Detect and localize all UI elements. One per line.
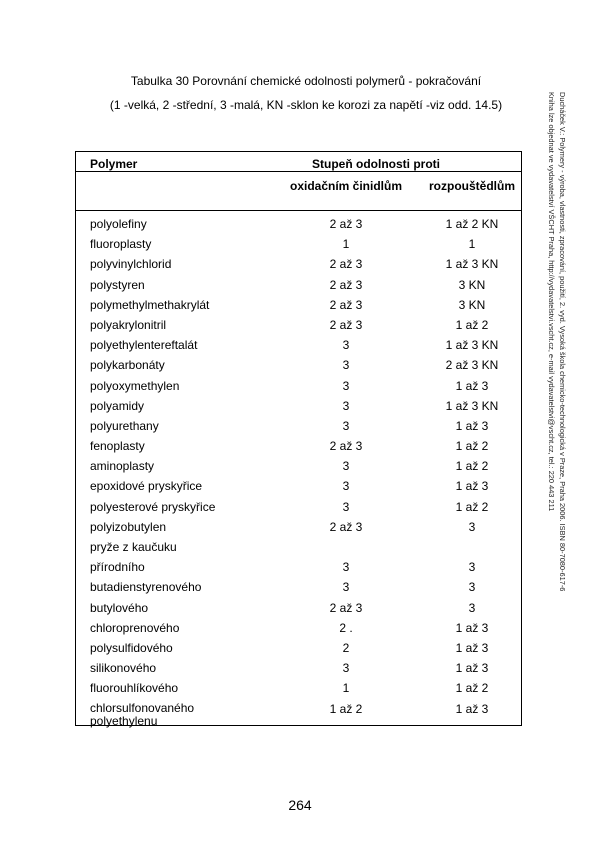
cell-polymer: fluorouhlíkového	[90, 681, 179, 696]
table-row	[76, 335, 521, 355]
cell-oxidizing: 3	[342, 479, 350, 494]
cell-solvents: 1 až 3	[455, 640, 489, 655]
header-oxidizing-agents: oxidačním činidlům	[289, 179, 403, 193]
cell-solvents: 1 až 3	[455, 661, 489, 676]
cell-oxidizing: 2 až 3	[329, 217, 363, 231]
cell-oxidizing: 2 až 3	[329, 297, 363, 312]
cell-oxidizing: 2	[342, 640, 350, 655]
cell-oxidizing: 2 až 3	[329, 519, 363, 534]
table-row	[76, 376, 521, 396]
cell-polymer: polyizobutylen	[90, 519, 167, 534]
cell-oxidizing: 3	[342, 338, 350, 353]
table-row	[76, 699, 521, 728]
cell-polymer: pryže z kaučuku	[90, 540, 177, 554]
table-row	[76, 396, 521, 416]
cell-solvents: 1 až 3	[455, 701, 489, 716]
table-row	[76, 234, 521, 254]
table-row	[76, 315, 521, 335]
cell-oxidizing: 3	[342, 378, 350, 393]
cell-polymer: polymethylmethakrylát	[90, 297, 210, 312]
table-body	[76, 214, 521, 728]
table-row	[76, 476, 521, 496]
cell-solvents: 1 až 3	[455, 620, 489, 635]
cell-oxidizing: 2 až 3	[329, 600, 363, 615]
table-row	[76, 618, 521, 638]
header-divider	[76, 171, 521, 172]
cell-solvents: 1 až 3 KN	[445, 398, 499, 413]
cell-oxidizing: 3	[342, 499, 350, 514]
cell-polymer: fenoplasty	[90, 439, 145, 454]
cell-solvents: 1 až 3	[455, 378, 489, 393]
cell-oxidizing: 2 až 3	[329, 317, 363, 332]
table-row	[76, 295, 521, 315]
cell-polymer: chloroprenového	[90, 620, 180, 635]
cell-polymer: fluoroplasty	[90, 237, 152, 252]
cell-polymer: butadienstyrenového	[90, 580, 202, 595]
cell-solvents: 1	[468, 237, 476, 252]
cell-solvents: 3	[468, 580, 476, 595]
table-row	[76, 557, 521, 577]
table-row	[76, 537, 521, 557]
cell-polymer: chlorsulfonovaného polyethylenu	[90, 700, 195, 728]
resistance-table	[75, 151, 522, 726]
cell-polymer: silikonového	[90, 661, 157, 676]
cell-polymer: přírodního	[90, 560, 145, 575]
table-row	[76, 355, 521, 375]
table-caption-legend: (1 -velká, 2 -střední, 3 -malá, KN -sklon ke korozi za napětí -viz odd. 14.5)	[109, 98, 503, 112]
cell-solvents: 1 až 2 KN	[445, 217, 499, 231]
cell-polymer: polyesterové pryskyřice	[90, 499, 216, 514]
cell-oxidizing: 3	[342, 418, 350, 433]
table-row	[76, 638, 521, 658]
cell-oxidizing: 3	[342, 661, 350, 676]
table-row	[76, 214, 521, 234]
cell-solvents: 1 až 2	[455, 317, 489, 332]
cell-oxidizing: 2 .	[339, 620, 353, 635]
cell-solvents: 1 až 3 KN	[445, 338, 499, 353]
table-row	[76, 416, 521, 436]
cell-oxidizing: 2 až 3	[329, 257, 363, 272]
cell-solvents: 1 až 2	[455, 439, 489, 454]
cell-oxidizing: 2 až 3	[329, 277, 363, 292]
cell-polymer: polyethylentereftalát	[90, 338, 198, 353]
cell-polymer: polyurethany	[90, 418, 159, 433]
table-caption-title: Tabulka 30 Porovnání chemické odolnosti polymerů - pokračování	[130, 74, 482, 88]
cell-polymer: aminoplasty	[90, 459, 155, 474]
cell-polymer: butylového	[90, 600, 149, 615]
header-solvents: rozpouštědlům	[429, 179, 515, 193]
header-polymer: Polymer	[90, 157, 138, 171]
table-row	[76, 456, 521, 476]
table-row	[76, 254, 521, 274]
cell-solvents: 3 KN	[458, 277, 486, 292]
cell-solvents: 1 až 2	[455, 681, 489, 696]
header-bottom-divider	[76, 210, 521, 211]
cell-oxidizing: 3	[342, 560, 350, 575]
cell-solvents: 2 až 3 KN	[445, 358, 499, 373]
cell-solvents: 3 KN	[458, 297, 486, 312]
cell-polymer: polystyren	[90, 277, 145, 292]
table-row	[76, 275, 521, 295]
cell-oxidizing: 3	[342, 580, 350, 595]
header-resistance: Stupeň odolnosti proti	[312, 157, 440, 171]
table-row	[76, 678, 521, 698]
side-citation-line-2: Kniha lze objednat ve vydavatelství VŠCHT Praha, http://vydavatelstvi.vscht.cz, e-mail vydavatelstvi@vscht.cz, tel.: 220 443 211	[547, 92, 556, 512]
table-row	[76, 497, 521, 517]
cell-solvents: 1 až 2	[455, 459, 489, 474]
cell-oxidizing: 3	[342, 398, 350, 413]
side-citation	[546, 92, 568, 591]
side-citation-line-1: Ducháček V.: Polymery - výroba, vlastnosti, zpracování, použití, 2. vyd. Vysoká škola chemicko-technologická v Praze, Praha 2006. ISBN 80-7080-617-6	[558, 92, 567, 592]
table-row	[76, 598, 521, 618]
cell-polymer: polykarbonáty	[90, 358, 165, 373]
cell-polymer: polyakrylonitril	[90, 317, 167, 332]
cell-polymer: polyoxymethylen	[90, 378, 180, 393]
cell-oxidizing: 3	[342, 459, 350, 474]
cell-polymer: polyolefiny	[90, 217, 147, 231]
cell-solvents: 1 až 3 KN	[445, 257, 499, 272]
cell-oxidizing: 1	[342, 681, 350, 696]
cell-solvents: 3	[468, 600, 476, 615]
cell-solvents: 3	[468, 519, 476, 534]
cell-oxidizing: 1 až 2	[329, 701, 363, 716]
table-row	[76, 517, 521, 537]
page-number: 264	[288, 797, 312, 813]
cell-oxidizing: 3	[342, 358, 350, 373]
cell-polymer: epoxidové pryskyřice	[90, 479, 203, 494]
table-row	[76, 577, 521, 597]
cell-oxidizing: 1	[342, 237, 350, 252]
cell-oxidizing: 2 až 3	[329, 439, 363, 454]
cell-solvents: 1 až 3	[455, 418, 489, 433]
table-row	[76, 658, 521, 678]
cell-polymer: polysulfidového	[90, 640, 173, 655]
table-row	[76, 436, 521, 456]
cell-polymer: polyvinylchlorid	[90, 257, 172, 272]
cell-solvents: 3	[468, 560, 476, 575]
cell-solvents: 1 až 3	[455, 479, 489, 494]
cell-polymer: polyamidy	[90, 398, 145, 413]
cell-solvents: 1 až 2	[455, 499, 489, 514]
